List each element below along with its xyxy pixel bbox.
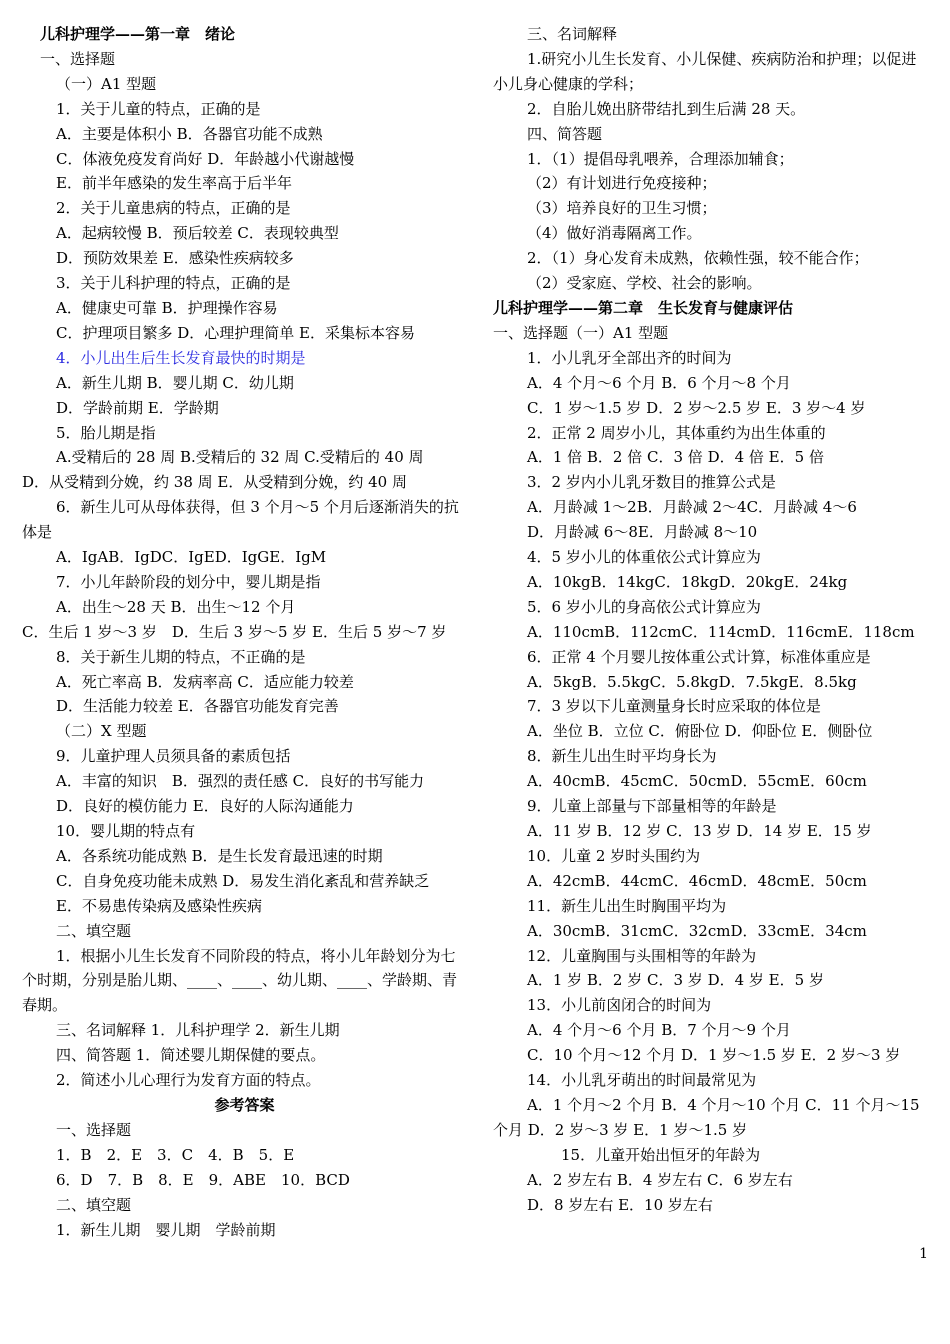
doc-line: 7．3 岁以下儿童测量身长时应采取的体位是: [527, 697, 821, 716]
doc-line: A．主要是体积小 B．各器官功能不成熟: [56, 124, 323, 143]
doc-line: A．死亡率高 B．发病率高 C．适应能力较差: [56, 672, 354, 691]
doc-line-highlighted: 4．小儿出生后生长发育最快的时期是: [56, 348, 306, 367]
doc-line: 5．6 岁小儿的身高依公式计算应为: [527, 597, 761, 616]
doc-line: D．学龄前期 E．学龄期: [56, 398, 219, 417]
doc-line: 9．儿童护理人员须具备的素质包括: [56, 747, 291, 766]
doc-line: A．丰富的知识 B．强烈的责任感 C．良好的书写能力: [56, 772, 425, 791]
doc-line: 8．新生儿出生时平均身长为: [527, 747, 717, 766]
doc-line: 1．根据小儿生长发育不同阶段的特点，将小儿年龄划分为七个时期，分别是胎儿期、____、____、幼儿期、____、学龄期、青春期。: [22, 946, 458, 1015]
doc-line: C．10 个月～12 个月 D．1 岁～1.5 岁 E．2 岁～3 岁: [527, 1046, 901, 1065]
doc-line: A．110cmB．112cmC．114cmD．116cmE．118cm: [527, 622, 915, 641]
doc-line: 四、简答题: [527, 124, 603, 143]
doc-line: A．4 个月～6 个月 B．7 个月～9 个月: [527, 1021, 791, 1040]
doc-line: A．42cmB．44cmC．46cmD．48cmE．50cm: [527, 871, 867, 890]
doc-line: （2）受家庭、学校、社会的影响。: [527, 274, 762, 293]
doc-line: 1．小儿乳牙全部出齐的时间为: [527, 348, 732, 367]
doc-line: A．健康史可靠 B．护理操作容易: [56, 298, 278, 317]
doc-line: 1．关于儿童的特点，正确的是: [56, 99, 261, 118]
page-number: 1: [919, 1246, 928, 1262]
doc-line: 7．小儿年龄阶段的划分中，婴儿期是指: [56, 572, 321, 591]
doc-line: D．预防效果差 E．感染性疾病较多: [56, 249, 294, 268]
answer-key-heading: 参考答案: [214, 1095, 275, 1114]
doc-line: 13．小儿前囟闭合的时间为: [527, 996, 712, 1015]
doc-line: 1．（1）提倡母乳喂养，合理添加辅食；: [527, 149, 794, 168]
doc-line: A．11 岁 B．12 岁 C．13 岁 D．14 岁 E．15 岁: [527, 822, 872, 840]
doc-line: 儿科护理学——第一章 绪论: [40, 25, 236, 43]
doc-line: 9．儿童上部量与下部量相等的年龄是: [527, 797, 777, 816]
doc-line: （二）X 型题: [56, 722, 147, 741]
doc-line: A．1 倍 B．2 倍 C．3 倍 D．4 倍 E．5 倍: [527, 448, 824, 467]
doc-line: A．1 岁 B．2 岁 C．3 岁 D．4 岁 E．5 岁: [527, 971, 824, 990]
doc-line: A．新生儿期 B．婴儿期 C．幼儿期: [56, 373, 294, 392]
doc-line: A．月龄减 1～2B．月龄减 2～4C．月龄减 4～6: [527, 498, 857, 517]
doc-line: A．1 个月～2 个月 B．4 个月～10 个月 C．11 个月～15 个月 D．2 岁～3 岁 E．1 岁～1.5 岁: [493, 1095, 925, 1139]
doc-line: 14．小儿乳牙萌出的时间最常见为: [527, 1071, 757, 1090]
doc-line: 6．新生儿可从母体获得，但 3 个月～5 个月后逐渐消失的抗体是: [22, 498, 459, 542]
doc-line: C．1 岁～1.5 岁 D．2 岁～2.5 岁 E．3 岁～4 岁: [527, 398, 866, 417]
doc-line: A.受精后的 28 周 B.受精后的 32 周 C.受精后的 40 周: [56, 448, 424, 467]
doc-line: A．IgAB．IgDC．IgED．IgGE．IgM: [56, 548, 327, 567]
left-column: [22, 22, 467, 1242]
doc-line: 3．2 岁内小儿乳牙数目的推算公式是: [527, 473, 776, 492]
doc-line: A．坐位 B．立位 C．俯卧位 D．仰卧位 E．侧卧位: [527, 722, 873, 741]
doc-line: 4．5 岁小儿的体重依公式计算应为: [527, 548, 761, 567]
doc-line: A．起病较慢 B．预后较差 C．表现较典型: [56, 224, 339, 243]
doc-line: 1.研究小儿生长发育、小儿保健、疾病防治和护理；以促进小儿身心健康的学科；: [493, 49, 917, 93]
doc-line: D．月龄减 6～8E．月龄减 8～10: [527, 523, 758, 542]
doc-line: E．前半年感染的发生率高于后半年: [56, 174, 292, 193]
doc-line: A．40cmB．45cmC．50cmD．55cmE．60cm: [527, 772, 867, 791]
doc-line: 二、填空题: [56, 921, 132, 940]
doc-line: A．出生～28 天 B．出生～12 个月: [56, 597, 296, 616]
doc-line: 2．自胎儿娩出脐带结扎到生后满 28 天。: [527, 99, 806, 118]
doc-line: A．2 岁左右 B．4 岁左右 C．6 岁左右: [527, 1170, 793, 1189]
doc-line: C．护理项目繁多 D．心理护理简单 E．采集标本容易: [56, 323, 415, 342]
doc-line: C．生后 1 岁～3 岁 D．生后 3 岁～5 岁 E．生后 5 岁～7 岁: [22, 622, 447, 641]
doc-line: 8．关于新生儿期的特点，不正确的是: [56, 647, 306, 666]
doc-line: C．体液免疫发育尚好 D．年龄越小代谢越慢: [56, 149, 355, 168]
doc-line: 11．新生儿出生时胸围平均为: [527, 896, 727, 915]
doc-line: 1．新生儿期 婴儿期 学龄前期: [56, 1220, 276, 1239]
doc-line: D．良好的模仿能力 E．良好的人际沟通能力: [56, 797, 354, 816]
chapter-heading: 儿科护理学——第二章 生长发育与健康评估: [493, 298, 794, 317]
doc-line: 一、选择题: [56, 1120, 132, 1139]
doc-line: A．5kgB．5.5kgC．5.8kgD．7.5kgE．8.5kg: [527, 672, 857, 691]
doc-line: 6．D 7．B 8．E 9．ABE 10．BCD: [56, 1170, 350, 1189]
doc-line: 1．B 2．E 3．C 4．B 5．E: [56, 1145, 295, 1164]
doc-line: 二、填空题: [56, 1195, 132, 1214]
doc-line: （一）A1 型题: [56, 74, 157, 93]
doc-line: 三、名词解释: [527, 25, 618, 43]
doc-line: E．不易患传染病及感染性疾病: [56, 896, 262, 915]
right-column: [493, 22, 931, 1218]
doc-line: D．从受精到分娩，约 38 周 E．从受精到分娩，约 40 周: [22, 473, 407, 492]
doc-line: 12．儿童胸围与头围相等的年龄为: [527, 946, 757, 965]
doc-line: 2．关于儿童患病的特点，正确的是: [56, 199, 291, 218]
doc-line: A．4 个月～6 个月 B．6 个月～8 个月: [527, 373, 791, 392]
doc-line: 10．儿童 2 岁时头围约为: [527, 846, 701, 865]
doc-line: 2．（1）身心发育未成熟，依赖性强，较不能合作；: [527, 249, 869, 268]
doc-line: A．10kgB．14kgC．18kgD．20kgE．24kg: [527, 572, 848, 591]
doc-line: D．8 岁左右 E．10 岁左右: [527, 1195, 713, 1214]
doc-line: 一、选择题（一）A1 型题: [493, 323, 669, 342]
doc-line: A．各系统功能成熟 B．是生长发育最迅速的时期: [56, 846, 383, 865]
doc-line: C．自身免疫功能未成熟 D．易发生消化紊乱和营养缺乏: [56, 871, 430, 890]
doc-line: 3．关于儿科护理的特点，正确的是: [56, 274, 291, 293]
doc-line: D．生活能力较差 E．各器官功能发育完善: [56, 697, 339, 716]
doc-line: 四、简答题 1．简述婴儿期保健的要点。: [56, 1046, 326, 1065]
doc-line: （2）有计划进行免疫接种；: [527, 174, 717, 193]
doc-line: （4）做好消毒隔离工作。: [527, 224, 702, 243]
doc-line: 15．儿童开始出恒牙的年龄为: [561, 1145, 761, 1164]
doc-line: 三、名词解释 1．儿科护理学 2．新生儿期: [56, 1021, 340, 1040]
doc-line: 2．简述小儿心理行为发育方面的特点。: [56, 1071, 321, 1090]
doc-line: 一、选择题: [40, 49, 116, 68]
doc-line: 2．正常 2 周岁小儿，其体重约为出生体重的: [527, 423, 826, 442]
doc-line: 10．婴儿期的特点有: [56, 822, 196, 840]
doc-line: （3）培养良好的卫生习惯；: [527, 199, 717, 218]
doc-line: 6．正常 4 个月婴儿按体重公式计算，标准体重应是: [527, 647, 871, 666]
doc-line: A．30cmB．31cmC．32cmD．33cmE．34cm: [527, 921, 867, 940]
doc-line: 5．胎儿期是指: [56, 423, 156, 442]
